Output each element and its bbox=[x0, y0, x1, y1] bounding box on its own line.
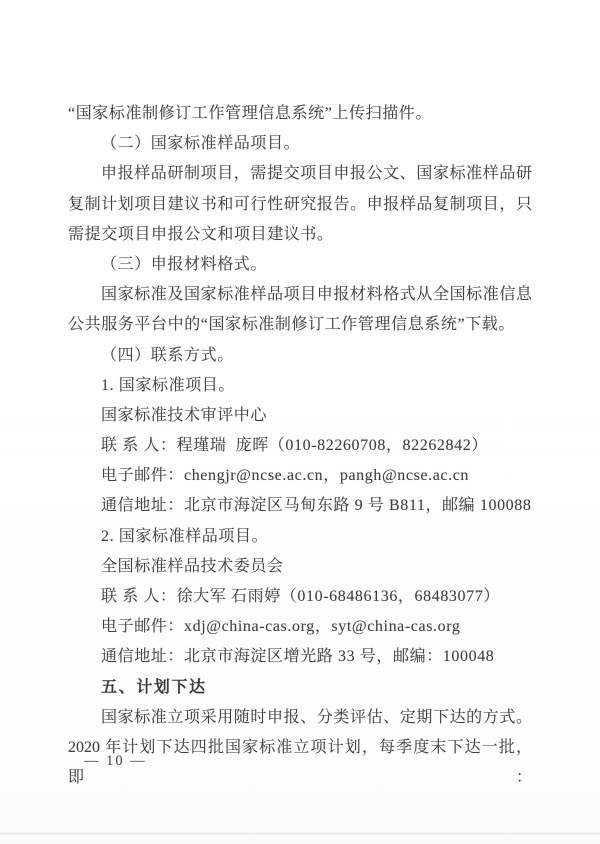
paragraph-line: 需提交项目申报公文和项目建议书。 bbox=[68, 225, 334, 243]
contact-address-line: 通信地址：北京市海淀区马甸东路 9 号 B811，邮编 100088 bbox=[101, 497, 532, 515]
contact-person-line: 联 系 人：徐大军 石雨婷（010-68486136，68483077） bbox=[101, 588, 500, 605]
section-heading-5: 五、计划下达 bbox=[101, 678, 207, 696]
document-body bbox=[68, 99, 532, 787]
paragraph-continuation-line: “国家标准制修订工作管理信息系统”上传扫描件。 bbox=[68, 105, 433, 122]
subsection-heading-2: （二）国家标准样品项目。 bbox=[101, 135, 301, 153]
contact-address-line: 通信地址：北京市海淀区增光路 33 号，邮编：100048 bbox=[101, 648, 495, 666]
list-item-1-heading: 1. 国家标准项目。 bbox=[101, 376, 236, 394]
paragraph-line: 公共服务平台中的“国家标准制修订工作管理信息系统”下载。 bbox=[68, 316, 516, 334]
list-item-2-heading: 2. 国家标准样品项目。 bbox=[101, 527, 269, 545]
paragraph-line: 复制计划项目建议书和可行性研究报告。申报样品复制项目，只 bbox=[68, 195, 532, 213]
contact-person-line: 联 系 人：程瑾瑞 庞晖（010-82260708，82262842） bbox=[101, 437, 488, 455]
paragraph-line: 国家标准及国家标准样品项目申报材料格式从全国标准信息 bbox=[101, 286, 532, 304]
paragraph-line: 申报样品研制项目，需提交项目申报公文、国家标准样品研 bbox=[101, 165, 532, 183]
contact-email-line: 电子邮件：chengjr@ncse.ac.cn，pangh@ncse.ac.cn bbox=[101, 467, 470, 485]
contact-email-line: 电子邮件：xdj@china-cas.org，syt@china-cas.org bbox=[101, 618, 461, 636]
scan-edge-artifact bbox=[0, 832, 600, 835]
paragraph-line: 国家标准立项采用随时申报、分类评估、定期下达的方式。 bbox=[101, 708, 532, 726]
paragraph-line: 2020 年计划下达四批国家标准立项计划，每季度末下达一批，即： bbox=[68, 738, 532, 787]
organization-name-line: 全国标准样品技术委员会 bbox=[101, 557, 284, 575]
page-number: — 10 — bbox=[84, 753, 147, 769]
subsection-heading-3: （三）申报材料格式。 bbox=[101, 255, 268, 273]
subsection-heading-4: （四）联系方式。 bbox=[101, 346, 234, 364]
organization-name-line: 国家标准技术审评中心 bbox=[101, 406, 268, 424]
